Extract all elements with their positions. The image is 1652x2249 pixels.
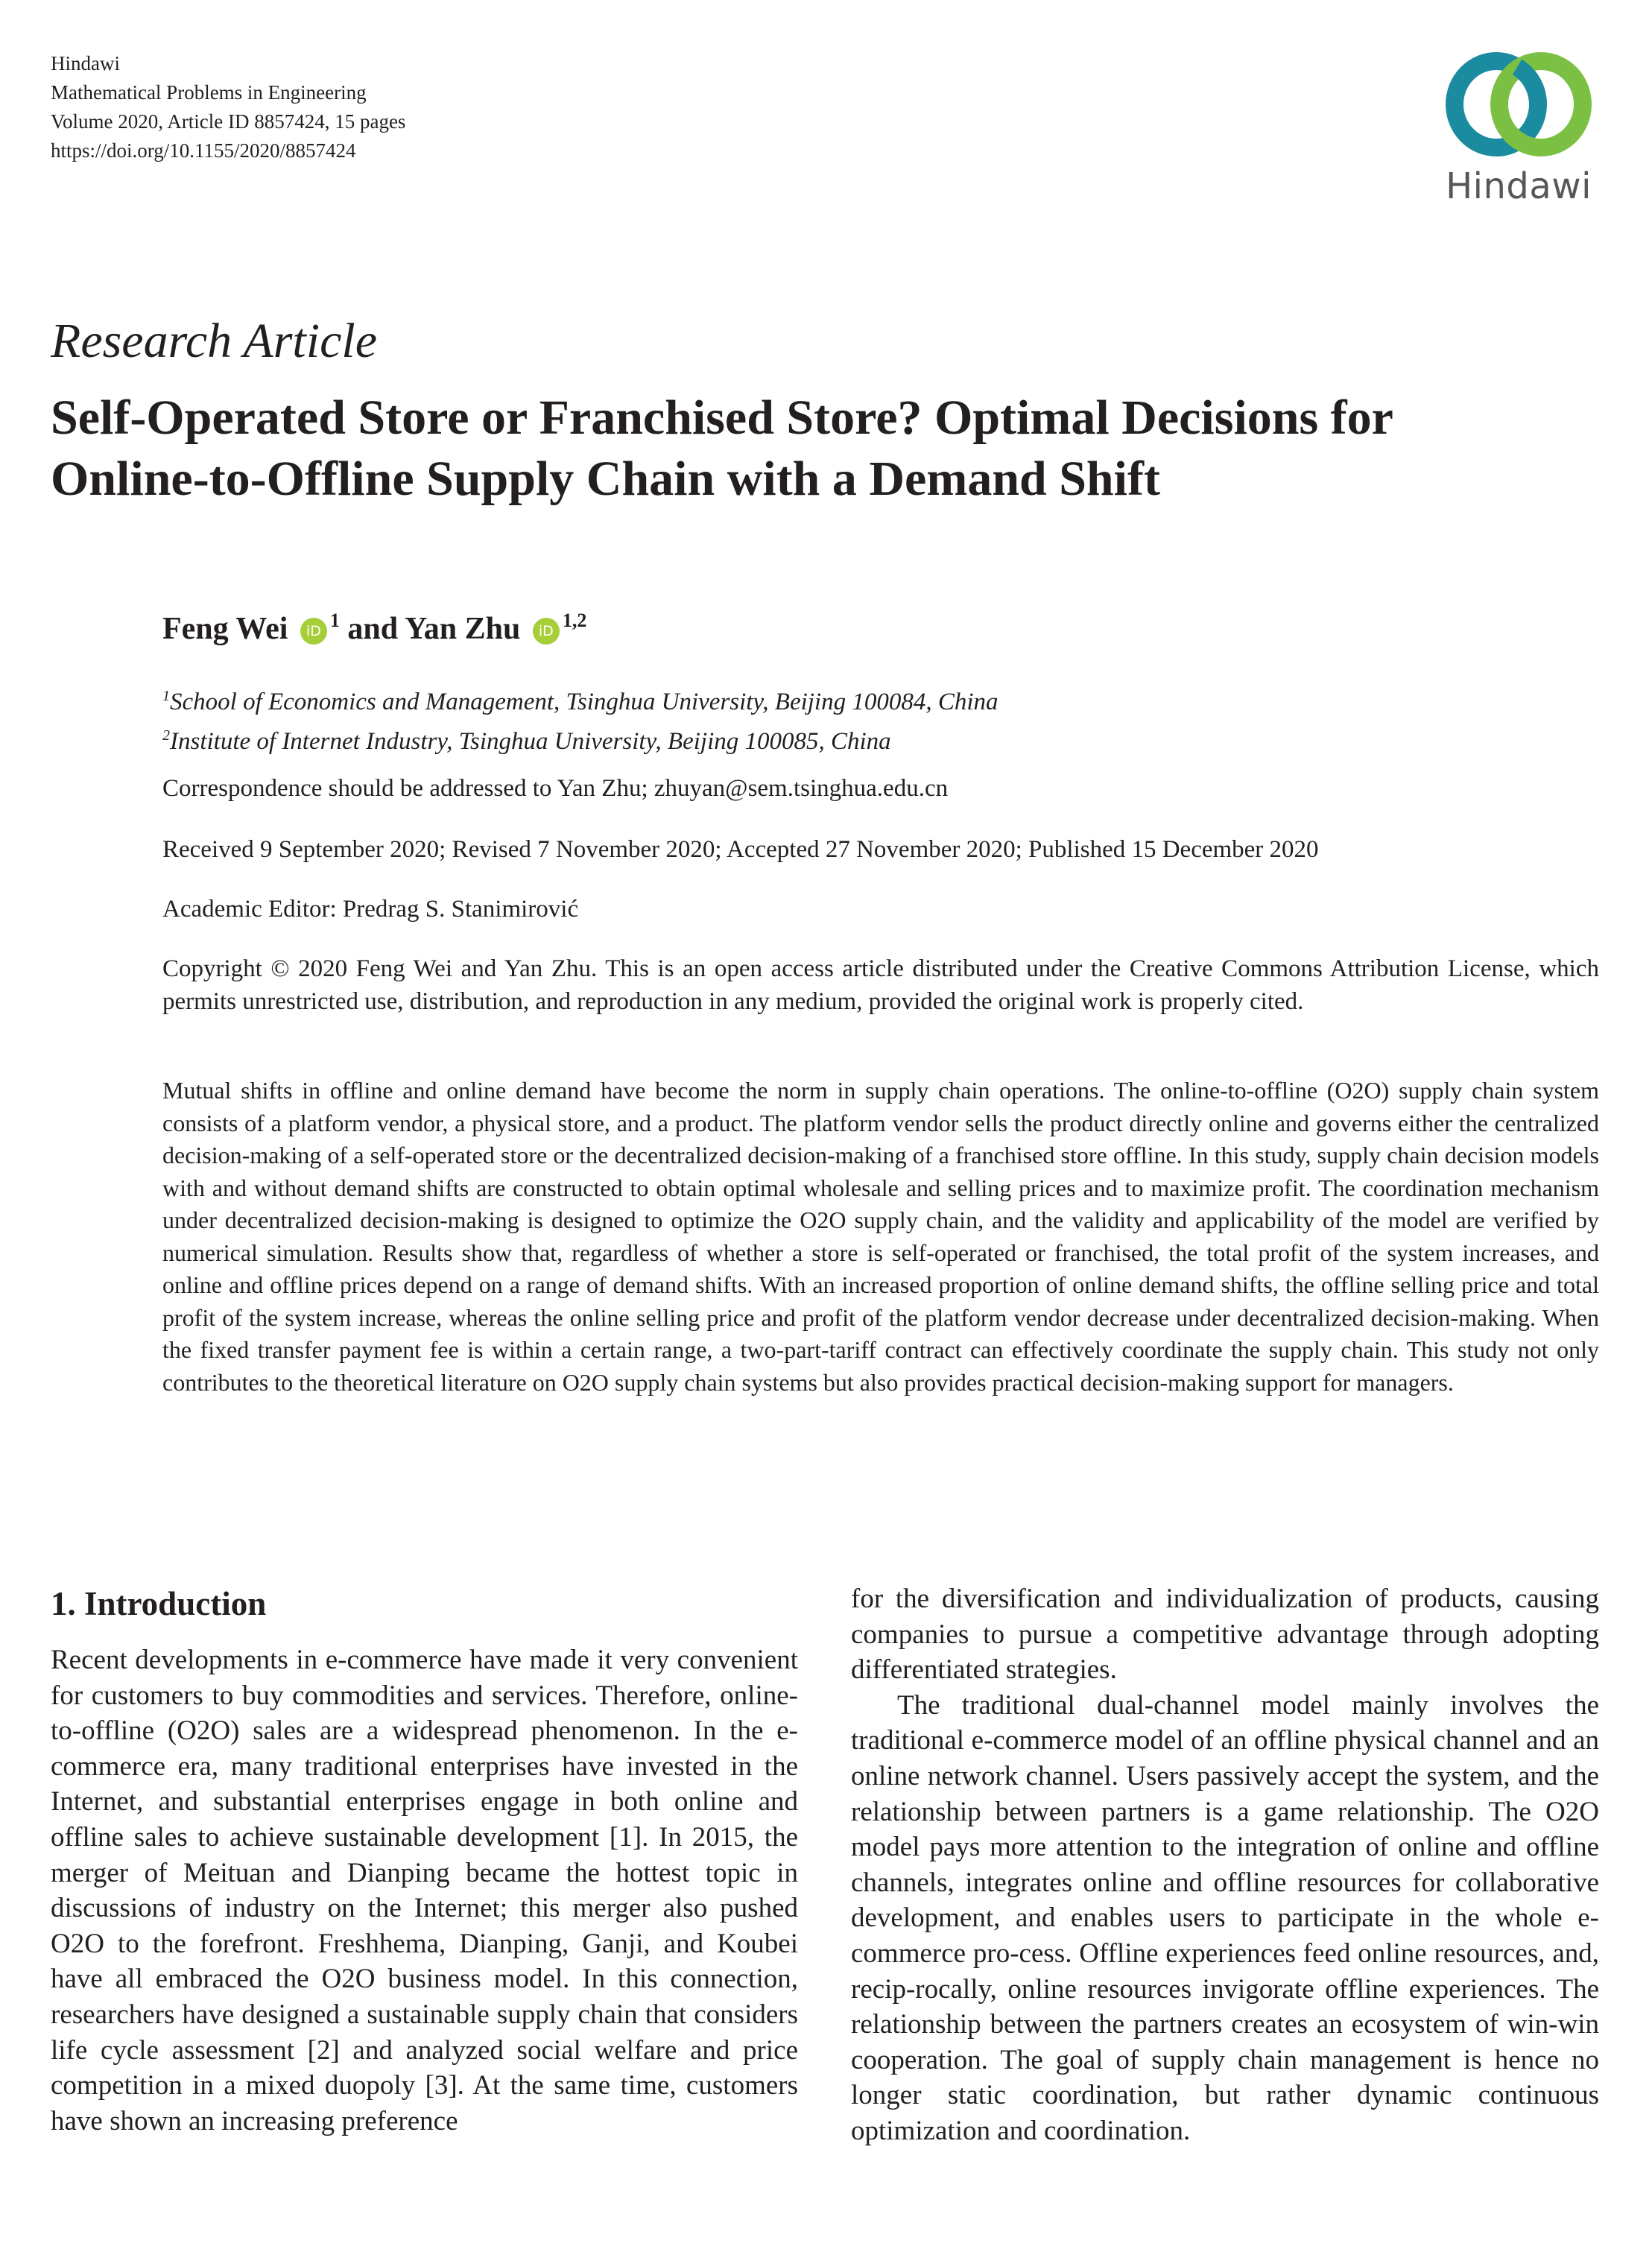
copyright-notice: Copyright © 2020 Feng Wei and Yan Zhu. This is an open access article distributed under the Creative Commons Attribution License, which permits unrestricted use, distribution, and reproduction in any medium, provided the original work is properly cited.: [162, 955, 1599, 1015]
author-list: [162, 610, 586, 647]
affiliation-sup: 2: [162, 727, 170, 744]
author-name: Feng Wei: [162, 612, 288, 646]
affiliation-item: [162, 719, 999, 759]
affiliation-text: Institute of Internet Industry, Tsinghua University, Beijing 100085, China: [170, 728, 891, 755]
authors-joiner: and: [347, 612, 399, 646]
section-heading: 1. Introduction: [51, 1585, 267, 1622]
affiliation-text: School of Economics and Management, Tsinghua University, Beijing 100084, China: [170, 689, 999, 715]
publisher-name: Hindawi: [51, 52, 120, 75]
right-column: [851, 1581, 1599, 2149]
journal-info: [51, 49, 405, 165]
article-dates: Received 9 September 2020; Revised 7 November 2020; Accepted 27 November 2020; Published 15 December 2020: [162, 836, 1319, 863]
body-paragraph: The traditional dual-channel model mainly involves the traditional e-commerce model of an offline physical channel and an online network channel. Users passively accept the system, and the relationship between partners is a game relationship. The O2O model pays more attention to the integration of online and offline channels, integrates online and offline resources for collaborative development, and enables users to participate in the whole e-commerce pro-cess. Offline experiences feed online resources, and, recip-rocally, online resources invigorate offline experiences. The relationship between the partners creates an ecosystem of win-win cooperation. The goal of supply chain management is hence no longer static coordination, but rather dynamic continuous optimization and coordination.: [851, 1689, 1599, 2146]
title-line-2: Online-to-Offline Supply Chain with a Demand Shift: [51, 452, 1160, 506]
orcid-icon[interactable]: iD: [533, 618, 560, 645]
article-type: Research Article: [51, 314, 378, 368]
title-line-1: Self-Operated Store or Franchised Store? Optimal Decisions for: [51, 390, 1393, 445]
author-name: Yan Zhu: [405, 612, 521, 646]
affiliation-sup: 1: [162, 688, 170, 704]
left-column: [51, 1581, 798, 2139]
article-title: [51, 388, 1601, 510]
affiliations: [162, 680, 999, 759]
body-paragraph: Recent developments in e-commerce have made it very convenient for customers to buy commodities and services. Therefore, online-to-offline (O2O) sales are a widespread phenomenon. In the e-commerce era, many traditional enterprises have invested in the Internet, and substantial enterprises engage in both online and offline sales to achieve sustainable development [1]. In 2015, the merger of Meituan and Dianping became the hottest topic in discussions of industry on the Internet; this merger also pushed O2O to the forefront. Freshhema, Dianping, Ganji, and Koubei have all embraced the O2O business model. In this connection, researchers have designed a sustainable supply chain that considers life cycle assessment [2] and analyzed social welfare and price competition in a mixed duopoly [3]. At the same time, customers have shown an increasing preference: [51, 1645, 798, 2136]
academic-editor: Academic Editor: Predrag S. Stanimirović: [162, 896, 579, 923]
author-affil-sup: 1: [329, 610, 340, 631]
author-affil-sup: 1,2: [562, 610, 587, 631]
volume-info: Volume 2020, Article ID 8857424, 15 pages: [51, 110, 406, 133]
orcid-icon[interactable]: iD: [300, 618, 327, 645]
journal-name: Mathematical Problems in Engineering: [51, 81, 367, 104]
logo-wordmark: Hindawi: [1446, 165, 1592, 207]
affiliation-item: [162, 680, 999, 719]
doi-link[interactable]: https://doi.org/10.1155/2020/8857424: [51, 139, 356, 162]
body-paragraph: for the diversification and individualization of products, causing companies to pursue a competitive advantage through adopting differentiated strategies.: [851, 1584, 1599, 1686]
abstract: Mutual shifts in offline and online demand have become the norm in supply chain operations. The online-to-offline (O2O) supply chain system consists of a platform vendor, a physical store, and a product. The platform vendor sells the product directly online and governs either the centralized decision-making of a self-operated store or the decentralized decision-making of a franchised store offline. In this study, supply chain decision models with and without demand shifts are constructed to obtain optimal wholesale and selling prices and to maximize profit. The coordination mechanism under decentralized decision-making is designed to optimize the O2O supply chain, and the validity and applicability of the model are verified by numerical simulation. Results show that, regardless of whether a store is self-operated or franchised, the total profit of the system increases, and online and offline prices depend on a range of demand shifts. With an increased proportion of online demand shifts, the offline selling price and total profit of the system increase, whereas the online selling price and profit of the platform vendor decrease under decentralized decision-making. When the fixed transfer payment fee is within a certain range, a two-part-tariff contract can effectively coordinate the supply chain. This study not only contributes to the theoretical literature on O2O supply chain systems but also provides practical decision-making support for managers.: [162, 1077, 1599, 1396]
correspondence: Correspondence should be addressed to Yan Zhu; zhuyan@sem.tsinghua.edu.cn: [162, 775, 949, 802]
